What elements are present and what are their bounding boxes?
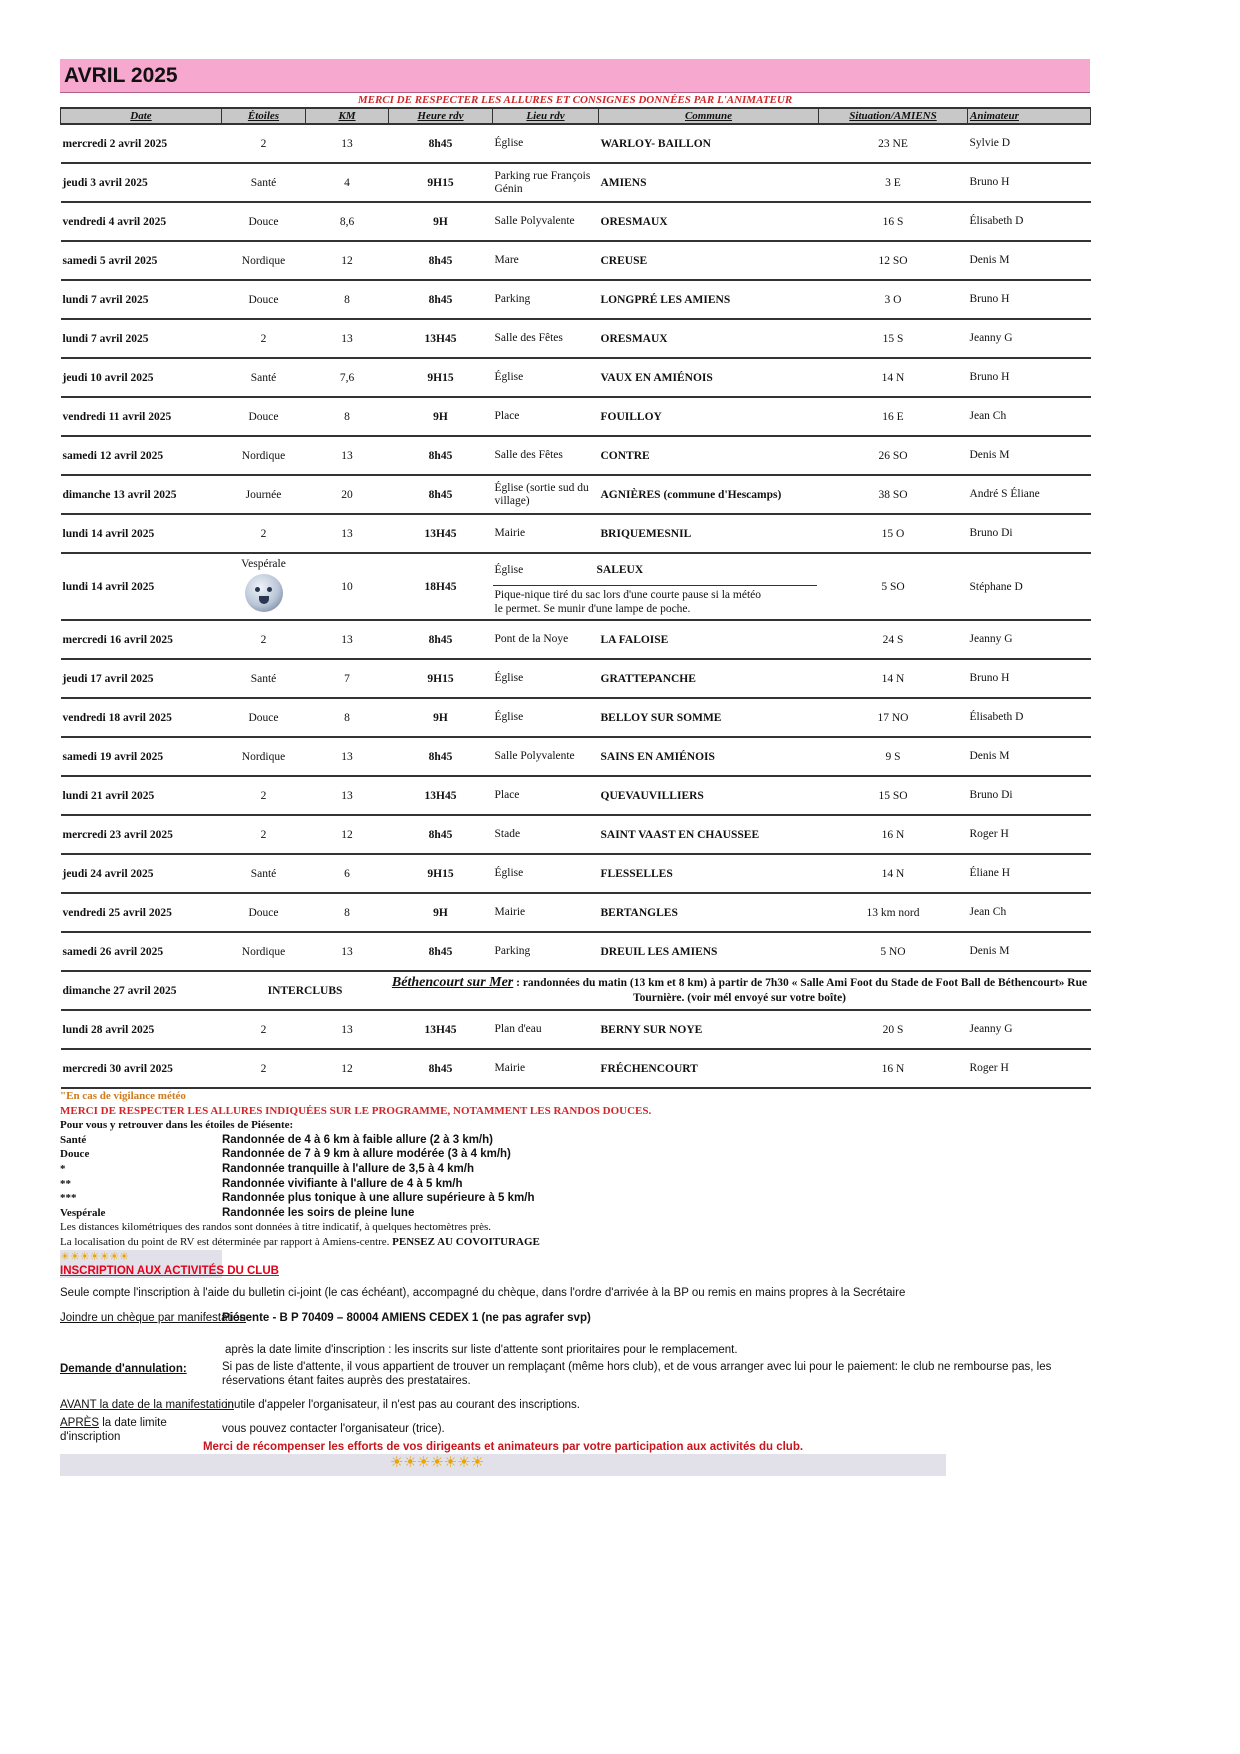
localisation-note: La localisation du point de RV est déterminée par rapport à Amiens-centre. PENSEZ AU COVOITURAGE <box>60 1235 540 1248</box>
table-row <box>61 893 1091 932</box>
row-situation: 16 S <box>819 202 968 241</box>
row-situation: 3 E <box>819 163 968 202</box>
row-animateur: Jeanny G <box>968 1010 1091 1049</box>
row-date: samedi 5 avril 2025 <box>61 241 222 280</box>
legend-item <box>60 1133 1090 1148</box>
row-animateur: Sylvie D <box>968 124 1091 163</box>
row-commune: FLESSELLES <box>599 854 819 893</box>
row-heure: 9H15 <box>389 358 493 397</box>
distances-note: Les distances kilométriques des randos sont données à titre indicatif, à quelques hectomètres près. <box>60 1221 492 1234</box>
sun-row-bottom-icon: ☀☀☀☀☀☀☀ <box>390 1454 485 1472</box>
row-date: jeudi 3 avril 2025 <box>61 163 222 202</box>
row-animateur: Denis M <box>968 932 1091 971</box>
row-lieu: Église <box>493 698 599 737</box>
row-animateur: Bruno Di <box>968 514 1091 553</box>
row-situation: 12 SO <box>819 241 968 280</box>
row-date: lundi 28 avril 2025 <box>61 1010 222 1049</box>
row-km: 7,6 <box>306 358 389 397</box>
apres-text: vous pouvez contacter l'organisateur (trice). <box>222 1423 445 1436</box>
row-situation: 16 N <box>819 1049 968 1088</box>
row-heure: 8h45 <box>389 1049 493 1088</box>
row-km: 6 <box>306 854 389 893</box>
row-date: vendredi 4 avril 2025 <box>61 202 222 241</box>
table-row <box>61 397 1091 436</box>
row-heure: 8h45 <box>389 241 493 280</box>
row-etoiles: Douce <box>222 893 306 932</box>
joindre-address: Piésente - B P 70409 – 80004 AMIENS CEDEX 1 (ne pas agrafer svp) <box>222 1312 591 1325</box>
apres-label: APRÈS la date limite d'inscription <box>60 1417 167 1444</box>
row-animateur: Denis M <box>968 737 1091 776</box>
row-date: vendredi 18 avril 2025 <box>61 698 222 737</box>
row-km: 13 <box>306 319 389 358</box>
row-lieu: Église (sortie sud du village) <box>493 475 599 514</box>
table-row <box>61 932 1091 971</box>
row-lieu: Place <box>493 776 599 815</box>
row-etoiles: 2 <box>222 1010 306 1049</box>
row-commune: SALEUX <box>596 564 644 576</box>
row-date: jeudi 24 avril 2025 <box>61 854 222 893</box>
row-heure: 9H <box>389 202 493 241</box>
col-date: Date <box>61 108 222 124</box>
page-title: AVRIL 2025 <box>60 59 1090 93</box>
table-row-interclubs <box>61 971 1091 1010</box>
col-situation: Situation/AMIENS <box>819 108 968 124</box>
row-heure: 8h45 <box>389 620 493 659</box>
row-etoiles: 2 <box>222 319 306 358</box>
table-row <box>61 737 1091 776</box>
row-commune: WARLOY- BAILLON <box>599 124 819 163</box>
row-etoiles: 2 <box>222 514 306 553</box>
row-heure: 13H45 <box>389 514 493 553</box>
row-etoiles: Douce <box>222 397 306 436</box>
row-heure: 8h45 <box>389 124 493 163</box>
row-situation: 26 SO <box>819 436 968 475</box>
row-km: 13 <box>306 124 389 163</box>
row-animateur: Denis M <box>968 241 1091 280</box>
row-animateur: Bruno H <box>968 163 1091 202</box>
row-situation: 15 SO <box>819 776 968 815</box>
legend-key: * <box>60 1162 66 1175</box>
row-situation: 17 NO <box>819 698 968 737</box>
row-km: 12 <box>306 1049 389 1088</box>
table-row <box>61 358 1091 397</box>
col-animateur: Animateur <box>968 108 1091 124</box>
row-lieu: Église <box>493 358 599 397</box>
row-etoiles: 2 <box>222 1049 306 1088</box>
legend-value: Randonnée de 7 à 9 km à allure modérée (3 à 4 km/h) <box>222 1148 511 1161</box>
annulation-2: Si pas de liste d'attente, il vous appartient de trouver un remplaçant (même hors club), et de vous arranger avec lui pour le paiement: le club ne rembourse pas, les réservations étant faites auprès des prestataires. <box>222 1361 1052 1388</box>
row-heure: 8h45 <box>389 475 493 514</box>
row-date: samedi 12 avril 2025 <box>61 436 222 475</box>
row-animateur: Stéphane D <box>968 553 1091 620</box>
row-km: 13 <box>306 737 389 776</box>
merci-message: Merci de récompenser les efforts de vos dirigeants et animateurs par votre participation aux activités du club. <box>202 1441 804 1454</box>
row-lieu: Église <box>493 854 599 893</box>
row-etoiles: 2 <box>222 776 306 815</box>
avant-label: AVANT la date de la manifestation <box>60 1399 234 1412</box>
row-commune: ORESMAUX <box>599 202 819 241</box>
row-km: 13 <box>306 1010 389 1049</box>
row-animateur: Jean Ch <box>968 893 1091 932</box>
legend-value: Randonnée tranquille à l'allure de 3,5 à 4 km/h <box>222 1162 474 1175</box>
row-heure: 8h45 <box>389 815 493 854</box>
row-animateur: Éliane H <box>968 854 1091 893</box>
interclubs-text: : randonnées du matin (13 km et 8 km) à partir de 7h30 « Salle Ami Foot du Stade de Foot Ball de Béthencourt» Rue Tournière. (voir mél envoyé sur votre boîte) <box>516 977 1088 1004</box>
row-etoiles: Santé <box>222 854 306 893</box>
row-lieu: Parking <box>493 280 599 319</box>
row-lieu: Pont de la Noye <box>493 620 599 659</box>
legend-value: Randonnée de 4 à 6 km à faible allure (2 à 3 km/h) <box>222 1133 493 1146</box>
row-commune: DREUIL LES AMIENS <box>599 932 819 971</box>
row-km: 12 <box>306 241 389 280</box>
col-km: KM <box>306 108 389 124</box>
legend-item <box>60 1206 1090 1221</box>
row-situation: 14 N <box>819 854 968 893</box>
table-row <box>61 241 1091 280</box>
table-row <box>61 659 1091 698</box>
row-situation: 24 S <box>819 620 968 659</box>
row-situation: 14 N <box>819 358 968 397</box>
row-commune: AMIENS <box>599 163 819 202</box>
row-situation: 16 E <box>819 397 968 436</box>
table-row <box>61 280 1091 319</box>
row-commune: ORESMAUX <box>599 319 819 358</box>
col-etoiles: Étoiles <box>222 108 306 124</box>
col-lieu: Lieu rdv <box>493 108 599 124</box>
sun-row-icon: ☀☀☀☀☀☀☀ <box>60 1250 222 1264</box>
row-animateur: Jeanny G <box>968 319 1091 358</box>
row-heure: 13H45 <box>389 319 493 358</box>
table-row <box>61 163 1091 202</box>
row-km: 13 <box>306 514 389 553</box>
row-animateur: Jeanny G <box>968 620 1091 659</box>
row-date: jeudi 10 avril 2025 <box>61 358 222 397</box>
row-km: 7 <box>306 659 389 698</box>
row-lieu: Église <box>493 124 599 163</box>
legend-value: Randonnée plus tonique à une allure supérieure à 5 km/h <box>222 1192 535 1205</box>
row-etoiles: Douce <box>222 202 306 241</box>
inscription-title: INSCRIPTION AUX ACTIVITÉS DU CLUB <box>60 1264 279 1277</box>
interclubs-info <box>389 971 1091 1010</box>
row-commune: FRÉCHENCOURT <box>599 1049 819 1088</box>
row-lieu: Parking rue François Génin <box>493 163 599 202</box>
row-animateur: Roger H <box>968 1049 1091 1088</box>
row-heure: 9H15 <box>389 854 493 893</box>
row-etoiles: Santé <box>222 358 306 397</box>
vesperale-body <box>61 553 1091 620</box>
row-heure: 9H15 <box>389 659 493 698</box>
legend-item <box>60 1162 1090 1177</box>
legend-key: Vespérale <box>60 1206 106 1219</box>
full-moon-icon <box>245 574 283 612</box>
table-row <box>61 776 1091 815</box>
vesperale-label: Vespérale <box>241 558 286 570</box>
row-date: jeudi 17 avril 2025 <box>61 659 222 698</box>
row-heure: 8h45 <box>389 932 493 971</box>
row-lieu: Salle des Fêtes <box>493 436 599 475</box>
row-animateur: Jean Ch <box>968 397 1091 436</box>
row-situation: 38 SO <box>819 475 968 514</box>
row-commune: CONTRE <box>599 436 819 475</box>
table-row <box>61 514 1091 553</box>
row-situation: 15 S <box>819 319 968 358</box>
row-km: 12 <box>306 815 389 854</box>
row-etoiles: Journée <box>222 475 306 514</box>
row-etoiles: Douce <box>222 280 306 319</box>
row-commune: VAUX EN AMIÉNOIS <box>599 358 819 397</box>
row-animateur: Élisabeth D <box>968 698 1091 737</box>
legend-item <box>60 1191 1090 1206</box>
row-km: 8 <box>306 280 389 319</box>
col-heure: Heure rdv <box>389 108 493 124</box>
row-km: 8,6 <box>306 202 389 241</box>
table-row <box>61 475 1091 514</box>
row-km: 20 <box>306 475 389 514</box>
table-body <box>61 124 1091 553</box>
bottom-bar <box>60 1454 946 1476</box>
legend-key: *** <box>60 1192 77 1205</box>
row-commune: BRIQUEMESNIL <box>599 514 819 553</box>
row-lieu: Place <box>493 397 599 436</box>
row-etoiles: 2 <box>222 815 306 854</box>
row-situation: 20 S <box>819 1010 968 1049</box>
avant-text: inutile d'appeler l'organisateur, il n'est pas au courant des inscriptions. <box>225 1399 580 1412</box>
joindre-label: Joindre un chèque par manifestation <box>60 1312 247 1325</box>
interclubs-place: Béthencourt sur Mer <box>391 975 514 990</box>
row-km: 8 <box>306 893 389 932</box>
row-etoiles: Santé <box>222 659 306 698</box>
row-etoiles: Nordique <box>222 737 306 776</box>
table-row <box>61 620 1091 659</box>
row-heure: 18H45 <box>389 553 493 620</box>
program-table <box>60 107 1091 1089</box>
notice-banner: MERCI DE RESPECTER LES ALLURES ET CONSIGNES DONNÉES PAR L'ANIMATEUR <box>357 94 793 106</box>
table-body-2 <box>61 620 1091 971</box>
interclubs-body <box>61 971 1091 1010</box>
row-date: mercredi 16 avril 2025 <box>61 620 222 659</box>
row-commune: GRATTEPANCHE <box>599 659 819 698</box>
row-heure: 9H15 <box>389 163 493 202</box>
row-km: 10 <box>306 553 389 620</box>
row-commune: SAINS EN AMIÉNOIS <box>599 737 819 776</box>
legend-value: Randonnée les soirs de pleine lune <box>222 1206 415 1219</box>
vesperale-note: Pique-nique tiré du sac lors d'une courte pause si la météo le permet. Se munir d'une lampe de poche. <box>494 589 761 615</box>
row-situation: 3 O <box>819 280 968 319</box>
interclubs-label: INTERCLUBS <box>222 971 389 1010</box>
row-km: 8 <box>306 698 389 737</box>
row-animateur: Bruno H <box>968 280 1091 319</box>
row-etoiles: 2 <box>222 124 306 163</box>
row-commune: BELLOY SUR SOMME <box>599 698 819 737</box>
covoiturage-note: PENSEZ AU COVOITURAGE <box>392 1235 540 1248</box>
row-date: lundi 14 avril 2025 <box>61 553 222 620</box>
row-heure: 9H <box>389 698 493 737</box>
legend <box>60 1089 1090 1278</box>
vigilance-note: "En cas de vigilance météo <box>60 1090 186 1102</box>
row-lieu: Salle Polyvalente <box>493 737 599 776</box>
row-lieu: Église <box>493 659 599 698</box>
table-row-vesperale <box>61 553 1091 620</box>
table-row <box>61 436 1091 475</box>
row-date: mercredi 23 avril 2025 <box>61 815 222 854</box>
row-km: 8 <box>306 397 389 436</box>
row-etoiles: 2 <box>222 620 306 659</box>
legend-key: Santé <box>60 1133 87 1146</box>
table-header <box>61 108 1091 124</box>
row-heure: 9H <box>389 893 493 932</box>
row-commune: SAINT VAAST EN CHAUSSEE <box>599 815 819 854</box>
row-date: vendredi 11 avril 2025 <box>61 397 222 436</box>
row-heure: 8h45 <box>389 737 493 776</box>
row-date: lundi 7 avril 2025 <box>61 319 222 358</box>
row-situation: 13 km nord <box>819 893 968 932</box>
legend-key: Douce <box>60 1148 90 1161</box>
row-heure: 13H45 <box>389 1010 493 1049</box>
row-animateur: Denis M <box>968 436 1091 475</box>
row-lieu: Salle Polyvalente <box>493 202 599 241</box>
row-heure: 8h45 <box>389 280 493 319</box>
row-date: samedi 19 avril 2025 <box>61 737 222 776</box>
row-lieu: Mairie <box>493 893 599 932</box>
row-situation: 23 NE <box>819 124 968 163</box>
row-date: dimanche 27 avril 2025 <box>61 971 222 1010</box>
row-etoiles: Nordique <box>222 932 306 971</box>
row-etoiles: Santé <box>222 163 306 202</box>
table-row <box>61 1049 1091 1088</box>
row-date: lundi 7 avril 2025 <box>61 280 222 319</box>
row-commune: LA FALOISE <box>599 620 819 659</box>
row-commune: AGNIÈRES (commune d'Hescamps) <box>599 475 819 514</box>
legend-value: Randonnée vivifiante à l'allure de 4 à 5 km/h <box>222 1177 463 1190</box>
table-row <box>61 319 1091 358</box>
row-animateur: André S Éliane <box>968 475 1091 514</box>
row-etoiles <box>222 553 306 620</box>
row-km: 13 <box>306 776 389 815</box>
row-commune: BERTANGLES <box>599 893 819 932</box>
row-etoiles: Nordique <box>222 436 306 475</box>
row-lieu: Mairie <box>493 514 599 553</box>
row-lieu: Salle des Fêtes <box>493 319 599 358</box>
row-date: dimanche 13 avril 2025 <box>61 475 222 514</box>
annulation-label: Demande d'annulation: <box>60 1363 187 1376</box>
row-commune: CREUSE <box>599 241 819 280</box>
row-lieu: Parking <box>493 932 599 971</box>
row-animateur: Bruno H <box>968 659 1091 698</box>
table-row <box>61 815 1091 854</box>
table-row <box>61 1010 1091 1049</box>
table-body-3 <box>61 1010 1091 1088</box>
row-situation: 5 SO <box>819 553 968 620</box>
inscription-section <box>60 1286 1090 1476</box>
row-date: lundi 21 avril 2025 <box>61 776 222 815</box>
row-km: 13 <box>306 436 389 475</box>
col-commune: Commune <box>599 108 819 124</box>
annulation-1: après la date limite d'inscription : les inscrits sur liste d'attente sont prioritaires pour le remplacement. <box>225 1344 738 1357</box>
row-situation: 15 O <box>819 514 968 553</box>
row-date: vendredi 25 avril 2025 <box>61 893 222 932</box>
legend-item <box>60 1177 1090 1192</box>
row-km: 13 <box>306 620 389 659</box>
table-row <box>61 854 1091 893</box>
row-etoiles: Nordique <box>222 241 306 280</box>
row-animateur: Élisabeth D <box>968 202 1091 241</box>
row-heure: 13H45 <box>389 776 493 815</box>
row-date: samedi 26 avril 2025 <box>61 932 222 971</box>
row-lieu: Mairie <box>493 1049 599 1088</box>
row-lieu: Plan d'eau <box>493 1010 599 1049</box>
row-etoiles: Douce <box>222 698 306 737</box>
row-animateur: Bruno H <box>968 358 1091 397</box>
row-date: mercredi 2 avril 2025 <box>61 124 222 163</box>
row-situation: 9 S <box>819 737 968 776</box>
row-commune: LONGPRÉ LES AMIENS <box>599 280 819 319</box>
legend-items <box>60 1133 1090 1221</box>
table-row <box>61 698 1091 737</box>
legend-item <box>60 1147 1090 1162</box>
row-heure: 8h45 <box>389 436 493 475</box>
row-situation: 5 NO <box>819 932 968 971</box>
table-row <box>61 202 1091 241</box>
respect-note: MERCI DE RESPECTER LES ALLURES INDIQUÉES SUR LE PROGRAMME, NOTAMMENT LES RANDOS DOUCES. <box>60 1104 652 1117</box>
row-lieu: Mare <box>493 241 599 280</box>
row-situation: 16 N <box>819 815 968 854</box>
table-row <box>61 124 1091 163</box>
row-lieu: Église <box>494 564 524 576</box>
row-km: 13 <box>306 932 389 971</box>
row-date: lundi 14 avril 2025 <box>61 514 222 553</box>
row-animateur: Bruno Di <box>968 776 1091 815</box>
row-km: 4 <box>306 163 389 202</box>
row-situation: 14 N <box>819 659 968 698</box>
legend-key: ** <box>60 1177 71 1190</box>
inscription-seule: Seule compte l'inscription à l'aide du bulletin ci-joint (le cas échéant), accompagné du chèque, dans l'ordre d'arrivée à la BP ou remis en mains propres à la Secrétaire <box>60 1287 906 1300</box>
legend-intro: Pour vous y retrouver dans les étoiles de Piésente: <box>60 1119 294 1132</box>
row-heure: 9H <box>389 397 493 436</box>
row-commune: FOUILLOY <box>599 397 819 436</box>
row-commune: BERNY SUR NOYE <box>599 1010 819 1049</box>
row-commune: QUEVAUVILLIERS <box>599 776 819 815</box>
row-lieu-commune <box>493 553 819 620</box>
program-page <box>60 59 1090 1476</box>
row-date: mercredi 30 avril 2025 <box>61 1049 222 1088</box>
row-lieu: Stade <box>493 815 599 854</box>
row-animateur: Roger H <box>968 815 1091 854</box>
